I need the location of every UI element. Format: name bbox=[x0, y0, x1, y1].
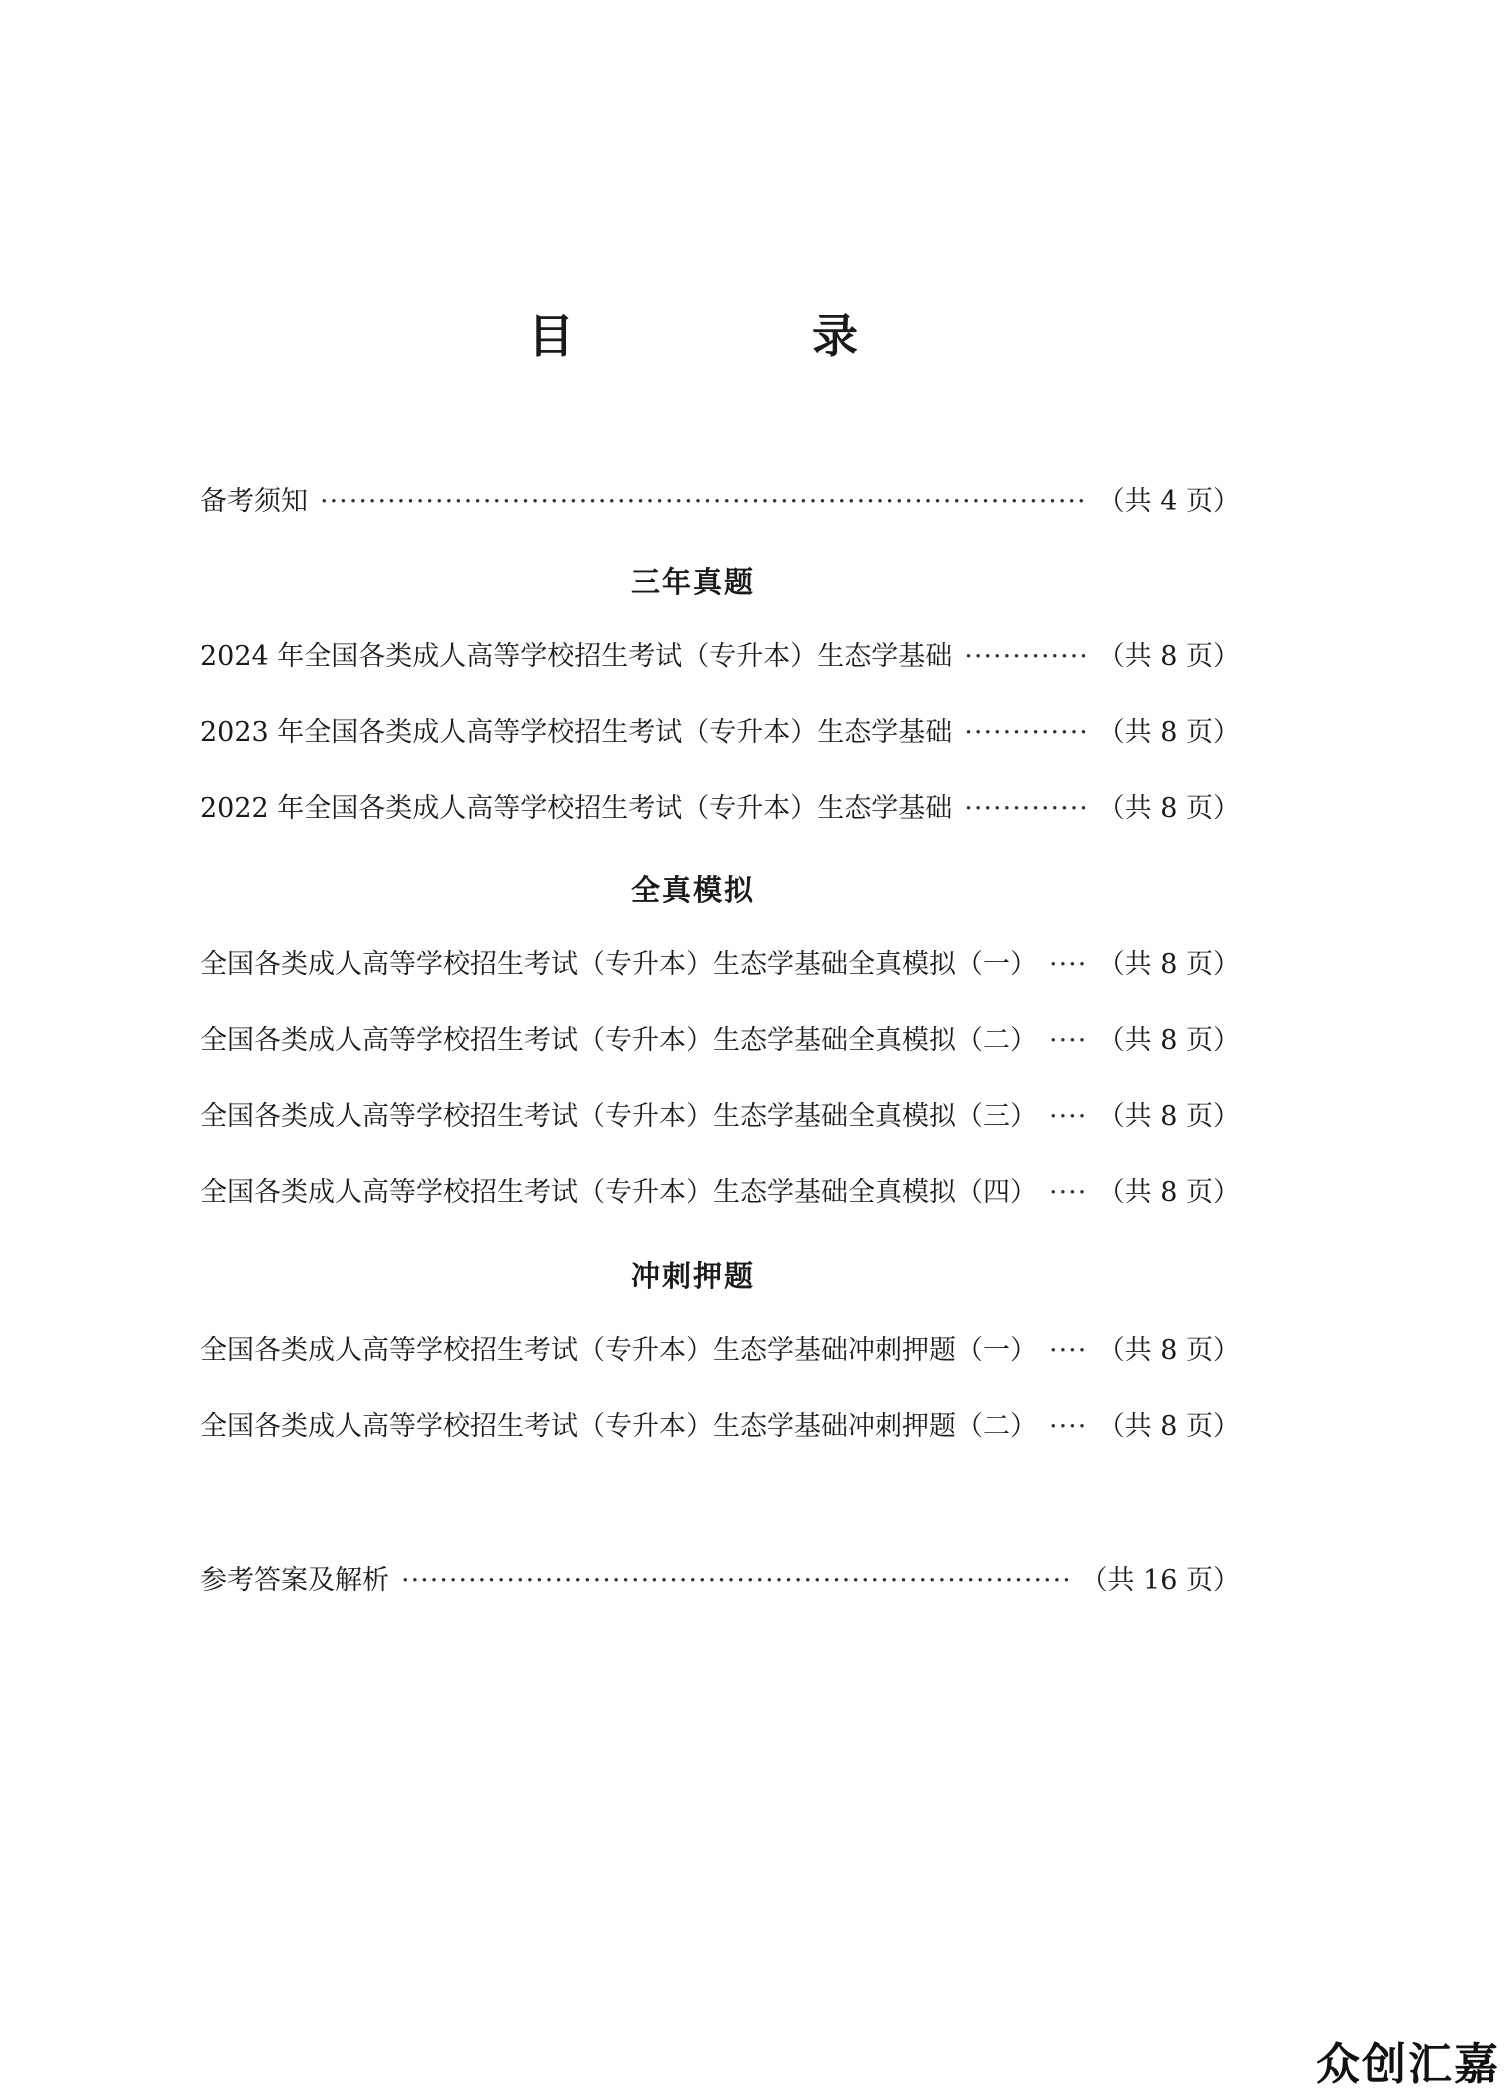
toc-entry[interactable] bbox=[200, 945, 1240, 985]
toc-entry-label: 全国各类成人高等学校招生考试（专升本）生态学基础全真模拟（一） bbox=[200, 949, 1037, 980]
toc-entry-pages: （共 8 页） bbox=[1097, 717, 1240, 748]
dot-leader bbox=[320, 482, 1086, 522]
dot-leader bbox=[1049, 1021, 1086, 1061]
toc-entry-label: 全国各类成人高等学校招生考试（专升本）生态学基础全真模拟（二） bbox=[200, 1025, 1037, 1056]
toc-entry[interactable] bbox=[200, 1407, 1240, 1447]
toc-entry-label: 全国各类成人高等学校招生考试（专升本）生态学基础全真模拟（三） bbox=[200, 1101, 1037, 1132]
toc-entry-pages: （共 16 页） bbox=[1080, 1565, 1240, 1596]
dot-leader bbox=[1049, 1173, 1086, 1213]
toc-entry[interactable] bbox=[200, 1173, 1240, 1213]
toc-entry[interactable] bbox=[200, 1331, 1240, 1371]
section-heading-final-sprint: 冲刺押题 bbox=[630, 1259, 755, 1293]
toc-entry-pages: （共 8 页） bbox=[1097, 793, 1240, 824]
toc-entry[interactable] bbox=[200, 789, 1240, 829]
watermark-logo: 众创汇嘉 bbox=[1316, 2039, 1500, 2090]
dot-leader bbox=[964, 637, 1085, 677]
toc-entry-label: 全国各类成人高等学校招生考试（专升本）生态学基础冲刺押题（一） bbox=[200, 1335, 1037, 1366]
toc-entry-label: 2024 年全国各类成人高等学校招生考试（专升本）生态学基础 bbox=[200, 641, 953, 672]
toc-entry[interactable] bbox=[200, 713, 1240, 753]
dot-leader bbox=[964, 789, 1085, 829]
dot-leader bbox=[1049, 1331, 1086, 1371]
dot-leader bbox=[964, 713, 1085, 753]
toc-entry-label: 全国各类成人高等学校招生考试（专升本）生态学基础全真模拟（四） bbox=[200, 1177, 1037, 1208]
toc-entry-pages: （共 8 页） bbox=[1097, 1025, 1240, 1056]
toc-entry[interactable] bbox=[200, 1021, 1240, 1061]
toc-entry[interactable] bbox=[200, 637, 1240, 677]
section-heading-mock-exams: 全真模拟 bbox=[630, 873, 755, 907]
toc-entry-pages: （共 4 页） bbox=[1097, 486, 1240, 517]
dot-leader bbox=[401, 1561, 1068, 1601]
toc-entry-pages: （共 8 页） bbox=[1097, 1101, 1240, 1132]
toc-entry-pages: （共 8 页） bbox=[1097, 1335, 1240, 1366]
toc-entry-label: 2023 年全国各类成人高等学校招生考试（专升本）生态学基础 bbox=[200, 717, 953, 748]
toc-entry-label: 参考答案及解析 bbox=[200, 1565, 389, 1596]
toc-entry-exam-notes[interactable] bbox=[200, 482, 1240, 522]
toc-entry-answers[interactable] bbox=[200, 1561, 1240, 1601]
toc-entry-pages: （共 8 页） bbox=[1097, 949, 1240, 980]
toc-entry[interactable] bbox=[200, 1097, 1240, 1137]
page-title: 目 录 bbox=[528, 309, 954, 363]
toc-entry-pages: （共 8 页） bbox=[1097, 641, 1240, 672]
section-heading-past-exams: 三年真题 bbox=[630, 565, 755, 599]
dot-leader bbox=[1049, 1097, 1086, 1137]
toc-entry-label: 2022 年全国各类成人高等学校招生考试（专升本）生态学基础 bbox=[200, 793, 953, 824]
dot-leader bbox=[1049, 1407, 1086, 1447]
toc-entry-label: 全国各类成人高等学校招生考试（专升本）生态学基础冲刺押题（二） bbox=[200, 1411, 1037, 1442]
toc-entry-pages: （共 8 页） bbox=[1097, 1411, 1240, 1442]
toc-entry-label: 备考须知 bbox=[200, 486, 308, 517]
toc-entry-pages: （共 8 页） bbox=[1097, 1177, 1240, 1208]
dot-leader bbox=[1049, 945, 1086, 985]
